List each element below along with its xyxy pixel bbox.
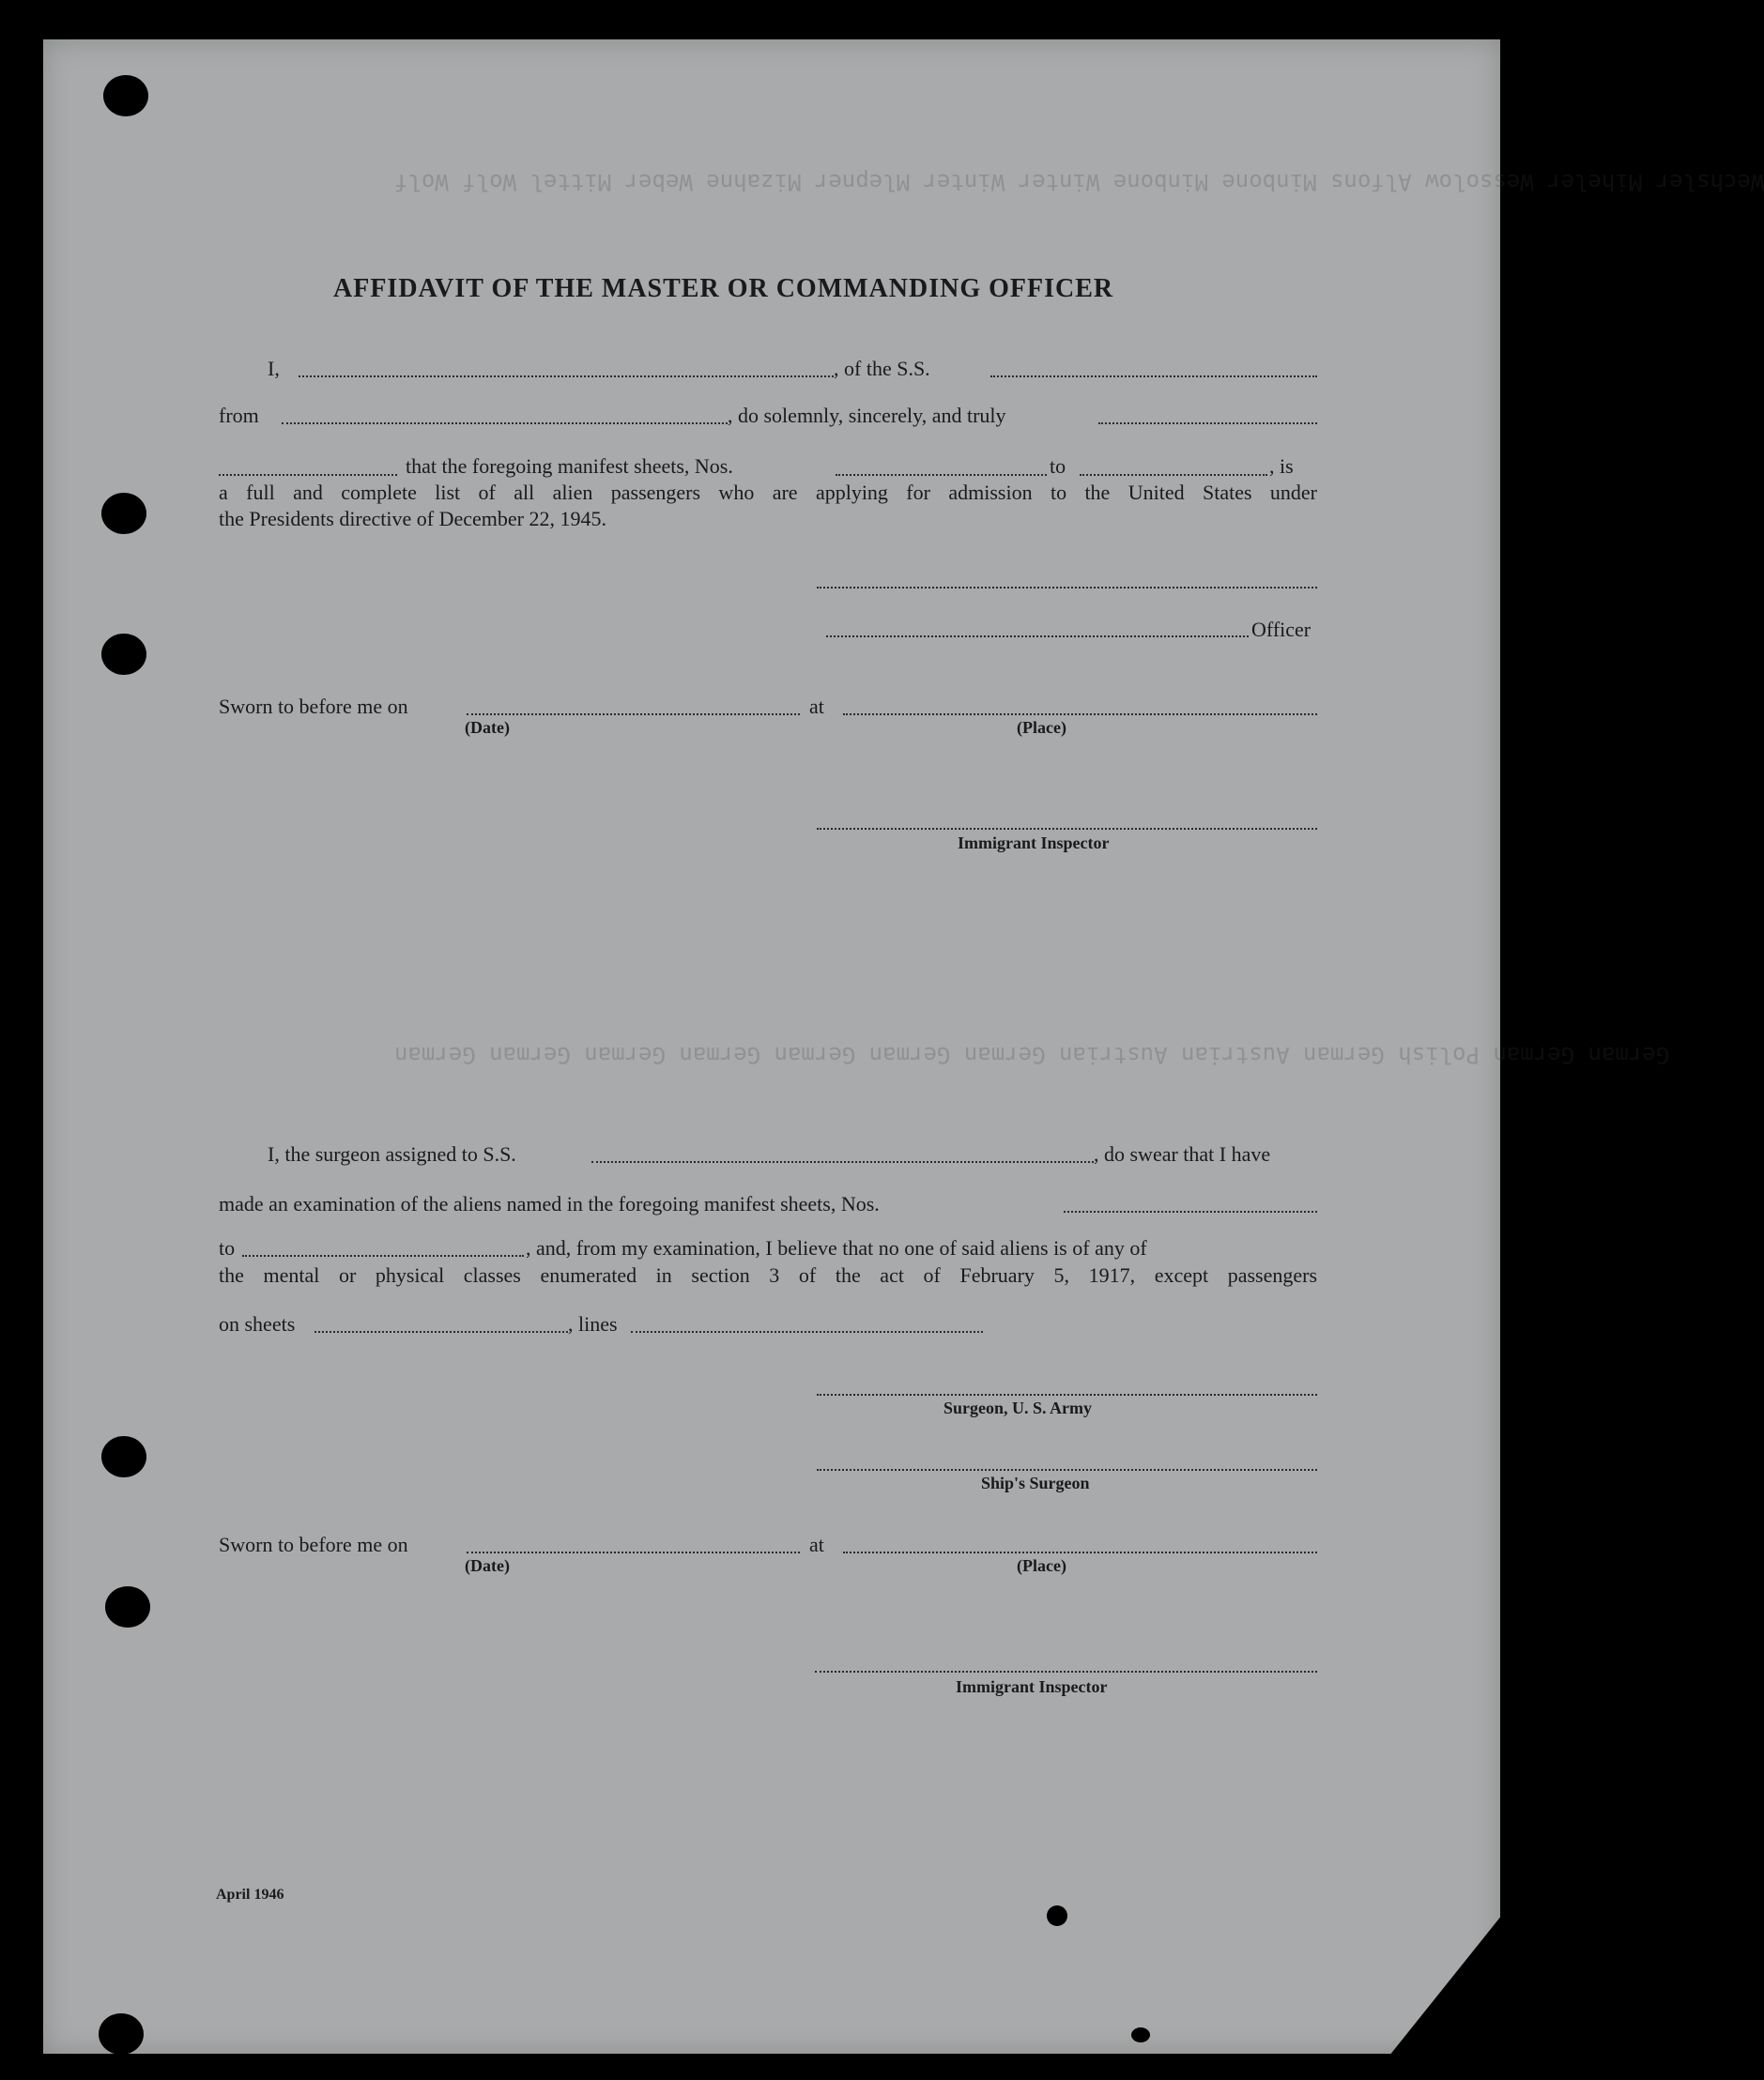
army-surgeon-signature-line (817, 1394, 1317, 1396)
surgeon-line1a: I, the surgeon assigned to S.S. (268, 1142, 516, 1166)
inspector-caption: Immigrant Inspector (958, 834, 1110, 852)
to-label: to (1050, 454, 1066, 478)
punch-hole (105, 1586, 150, 1628)
surgeon-to-line (242, 1255, 524, 1257)
inspector-caption-2: Immigrant Inspector (956, 1677, 1108, 1696)
officer-signature-line (826, 635, 1249, 637)
punch-hole (101, 1436, 146, 1477)
surgeon-manifest-line (1064, 1211, 1317, 1213)
sworn-label-2: Sworn to before me on (219, 1533, 408, 1556)
punch-hole (99, 2013, 144, 2055)
date-caption-2: (Date) (465, 1556, 510, 1575)
from-line (282, 422, 728, 424)
punch-hole (101, 634, 146, 675)
affidavit-title: AFFIDAVIT OF THE MASTER OR COMMANDING OFFICER (333, 274, 1114, 303)
from-label: from (219, 404, 259, 427)
on-sheets-label: on sheets (219, 1312, 296, 1336)
bleed-through: German German Polish German Austrian Austrian German German German German German German German (394, 1042, 1670, 1068)
ships-surgeon-signature-line (817, 1469, 1317, 1471)
punch-hole (101, 493, 146, 534)
declare-line (219, 474, 397, 476)
inspector-signature-line-2 (815, 1671, 1317, 1673)
officer-label: Officer (1251, 618, 1311, 641)
sworn-at-label-2: at (809, 1533, 824, 1556)
master-statement-line3: the Presidents directive of December 22, 1945. (219, 507, 606, 530)
master-name-line (299, 375, 834, 377)
sworn-at-label: at (809, 695, 824, 718)
place-caption: (Place) (1017, 718, 1066, 737)
solemnly-label: , do solemnly, sincerely, and truly (728, 404, 1006, 427)
is-label: , is (1269, 454, 1294, 478)
inspector-signature-line (817, 828, 1317, 830)
army-surgeon-caption: Surgeon, U. S. Army (943, 1399, 1093, 1417)
of-ss-label: , of the S.S. (834, 357, 930, 380)
speck (1047, 1905, 1067, 1926)
ships-surgeon-caption: Ship's Surgeon (981, 1474, 1090, 1492)
lines-line (631, 1331, 983, 1333)
date-caption: (Date) (465, 718, 510, 737)
master-statement-line2: a full and complete list of all alien passengers who are applying for admission to the United States under (219, 481, 1317, 504)
sworn-date-line (467, 713, 800, 715)
manifest-to-line (1080, 474, 1267, 476)
master-signature-line (817, 587, 1317, 589)
i-label: I, (268, 357, 280, 380)
surgeon-line1b: , do swear that I have (1094, 1142, 1271, 1166)
bleed-through: Wechsler Miheler Wessolow Alfons Minbone Minbone Winter Winter Mlepner Mizahne Weber Mittel Wolf Wolf (394, 169, 1764, 195)
manifest-from-line (836, 474, 1047, 476)
speck (1131, 2027, 1150, 2042)
sworn-date-line-2 (467, 1552, 800, 1553)
sheets-line (314, 1331, 568, 1333)
ship-name-line (990, 375, 1317, 377)
surgeon-line4: the mental or physical classes enumerated in section 3 of the act of February 5, 1917, except passengers (219, 1263, 1317, 1287)
solemnly-line (1098, 422, 1317, 424)
lines-label: , lines (568, 1312, 618, 1336)
surgeon-line2: made an examination of the aliens named in the foregoing manifest sheets, Nos. (219, 1192, 880, 1216)
manifest-label: that the foregoing manifest sheets, Nos. (406, 454, 733, 478)
surgeon-to-label: to (219, 1236, 236, 1260)
place-caption-2: (Place) (1017, 1556, 1066, 1575)
sworn-place-line (843, 713, 1317, 715)
punch-hole (103, 75, 148, 116)
surgeon-ship-line (591, 1161, 1094, 1163)
torn-corner (1389, 1915, 1502, 2056)
sworn-label: Sworn to before me on (219, 695, 408, 718)
surgeon-line3b: , and, from my examination, I believe that no one of said aliens is of any of (526, 1236, 1147, 1260)
sworn-place-line-2 (843, 1552, 1317, 1553)
form-date: April 1946 (216, 1887, 284, 1903)
